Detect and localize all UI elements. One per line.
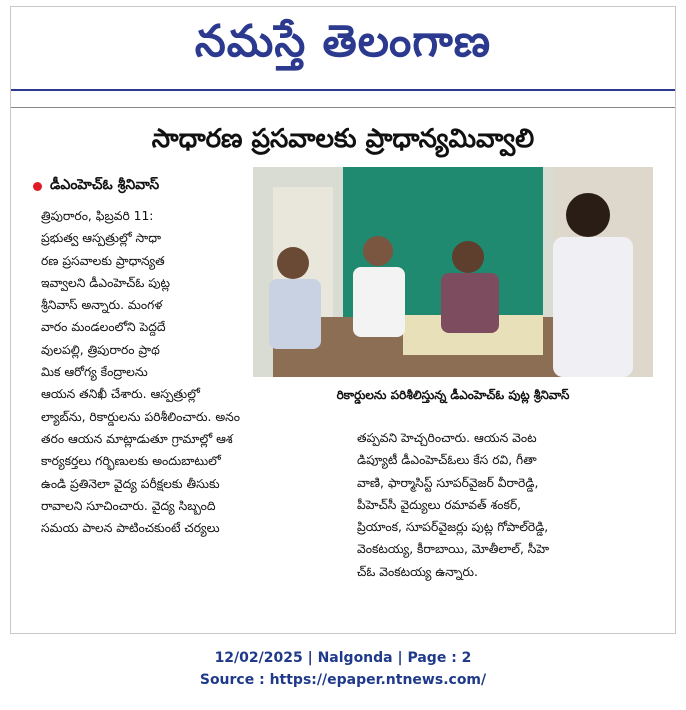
article-line: సమయ పాలన పాటించకుంటే చర్యలు (41, 521, 220, 536)
article-line: ఇవ్వాలని డీఎంహెచ్ఓ పుట్ల (41, 275, 171, 290)
footer-source: Source : https://epaper.ntnews.com/ (199, 672, 487, 688)
section-divider (11, 107, 675, 108)
article-line: ల్యాబ్‌ను, రికార్డులను పరిశీలించారు. అనం (41, 409, 241, 424)
bullet-icon (33, 182, 42, 191)
article-line: మిక ఆరోగ్య కేంద్రాలను (41, 365, 148, 380)
article-line: శ్రీనివాస్ అన్నారు. మంగళ (41, 298, 163, 313)
article-headline: సాధారణ ప్రసవాలకు ప్రాధాన్యమివ్వాలి (151, 124, 535, 154)
newspaper-clipping (10, 6, 676, 634)
footer-date-edition: 12/02/2025 | Nalgonda | Page : 2 (214, 650, 472, 666)
article-line: వారం మండలంలోని పెద్దదే (41, 320, 166, 335)
article-line: కార్యకర్తలు గర్భిణులకు అందుబాటులో (41, 454, 221, 469)
article-photo (253, 167, 653, 377)
article-line: రణ ప్రసవాలకు ప్రాధాన్యత (41, 253, 165, 268)
article-line: తరం ఆయన మాట్లాడుతూ గ్రామాల్లో ఆశ (41, 431, 233, 446)
article-line: వెంకటయ్య, కీరాబాయి, మోతీలాల్, సీహె (357, 542, 550, 557)
article-line: డిప్యూటీ డీఎంహెచ్ఓలు కేస రవి, గీతా (357, 453, 537, 468)
article-line: రావాలని సూచించారు. వైద్య సిబ్బంది (41, 498, 216, 513)
article-line: వాణి, ఫార్మాసిస్ట్ సూపర్‌వైజర్ వీరారెడ్డి, (357, 475, 539, 490)
photo-illustration (253, 167, 653, 377)
article-line: తప్పవని హెచ్చరించారు. ఆయన వెంట (357, 431, 537, 445)
article-line: వులపల్లి, త్రిపురారం ప్రాథ (41, 342, 160, 357)
article-line: పీహెచ్‌సీ వైద్యులు రమావత్ శంకర్, (357, 497, 522, 512)
article-byline (33, 177, 159, 196)
article-line: చ్ఓ వెంకటయ్య ఉన్నారు. (357, 564, 478, 579)
article-line: ప్రభుత్వ ఆస్పత్రుల్లో సాధా (41, 231, 162, 246)
article-line: ఆయన తనిఖీ చేశారు. ఆస్పత్రుల్లో (41, 387, 200, 402)
article-line: త్రిపురారం, ఫిబ్రవరి 11: (41, 209, 154, 223)
article-line: ఉండి ప్రతినెలా వైద్య పరీక్షలకు తీసుకు (41, 476, 220, 491)
masthead-title: నమస్తే తెలంగాణ (194, 16, 492, 67)
article-column-2 (357, 427, 647, 583)
article-column-1 (41, 205, 249, 539)
photo-caption: రికార్డులను పరిశీలిస్తున్న డీఎంహెచ్ఓ పుట్ల శ్రీనివాస్ (336, 388, 570, 402)
article-line: ప్రియాంక, సూపర్‌వైజర్లు పుట్ల గోపాల్‌రెడ్డి, (357, 520, 549, 535)
byline-text: డీఎంహెచ్ఓ శ్రీనివాస్ (50, 177, 160, 193)
masthead-rule (11, 89, 675, 91)
